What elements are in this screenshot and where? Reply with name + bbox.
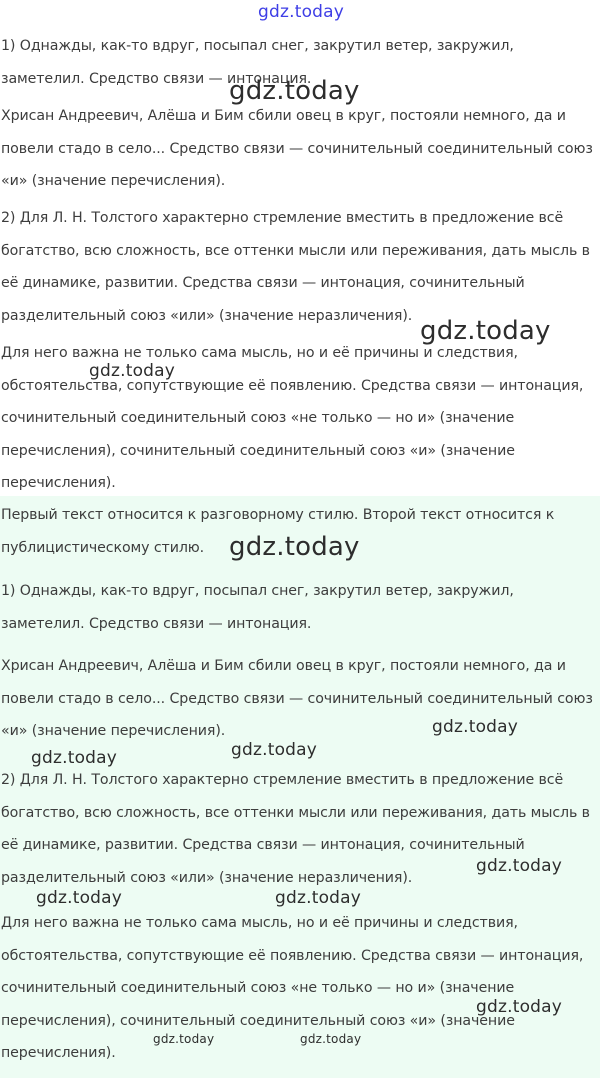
watermark: gdz.today [229, 532, 360, 562]
answer-paragraph-4: Для него важна не только сама мысль, но и её причины и следствия, обстоятельства, сопутствующие её появлению. Средства связи — интонация, сочинительный соединительный союз «не только — но и» (значение перечисления), сочинительный соединительный союз «и» (значение перечисления). [1, 915, 584, 1061]
watermark: gdz.today [231, 740, 318, 760]
watermark: gdz.today [476, 997, 563, 1017]
watermark: gdz.today [420, 316, 551, 346]
task-paragraph-2: Хрисан Андреевич, Алёша и Бим сбили овец в круг, постояли немного, да и повели стадо в село... Средство связи — сочинительный соединительный союз «и» (значение перечисления). [1, 108, 593, 189]
watermark: gdz.today [229, 76, 360, 106]
watermark: gdz.today [153, 1032, 215, 1046]
watermark-top: gdz.today [258, 2, 345, 22]
watermark: gdz.today [476, 856, 563, 876]
watermark: gdz.today [31, 748, 118, 768]
watermark: gdz.today [89, 361, 176, 381]
watermark: gdz.today [275, 888, 362, 908]
answer-paragraph-3: 2) Для Л. Н. Толстого характерно стремление вместить в предложение всё богатство, всю сложность, все оттенки мысли или переживания, дать мысль в её динамике, развитии. Средства связи — интонация, сочинительный разделительный союз «или» (значение неразличения). [1, 772, 590, 886]
answer-paragraph-1: 1) Однажды, как-то вдруг, посыпал снег, закрутил ветер, закружил, заметелил. Средство связи — интонация. [1, 583, 514, 632]
answer-paragraph-2: Хрисан Андреевич, Алёша и Бим сбили овец в круг, постояли немного, да и повели стадо в село... Средство связи — сочинительный соединительный союз «и» (значение перечисления). [1, 658, 593, 739]
task-paragraph-4: Для него важна не только сама мысль, но и её причины и следствия, обстоятельства, сопутствующие её появлению. Средства связи — интонация, сочинительный соединительный союз «не только — но и» (значение перечисления), сочинительный соединительный союз «и» (значение перечисления). [1, 345, 584, 491]
answer-paragraph-style: Первый текст относится к разговорному стилю. Второй текст относится к публицистическому стилю. [1, 507, 555, 556]
watermark: gdz.today [36, 888, 123, 908]
watermark: gdz.today [432, 717, 519, 737]
task-paragraph-3: 2) Для Л. Н. Толстого характерно стремление вместить в предложение всё богатство, всю сложность, все оттенки мысли или переживания, дать мысль в её динамике, развитии. Средства связи — интонация, сочинительный разделительный союз «или» (значение неразличения). [1, 210, 590, 324]
watermark: gdz.today [300, 1032, 362, 1046]
task-paragraph-1: 1) Однажды, как-то вдруг, посыпал снег, закрутил ветер, закружил, заметелил. Средство связи — интонация. [1, 38, 514, 87]
